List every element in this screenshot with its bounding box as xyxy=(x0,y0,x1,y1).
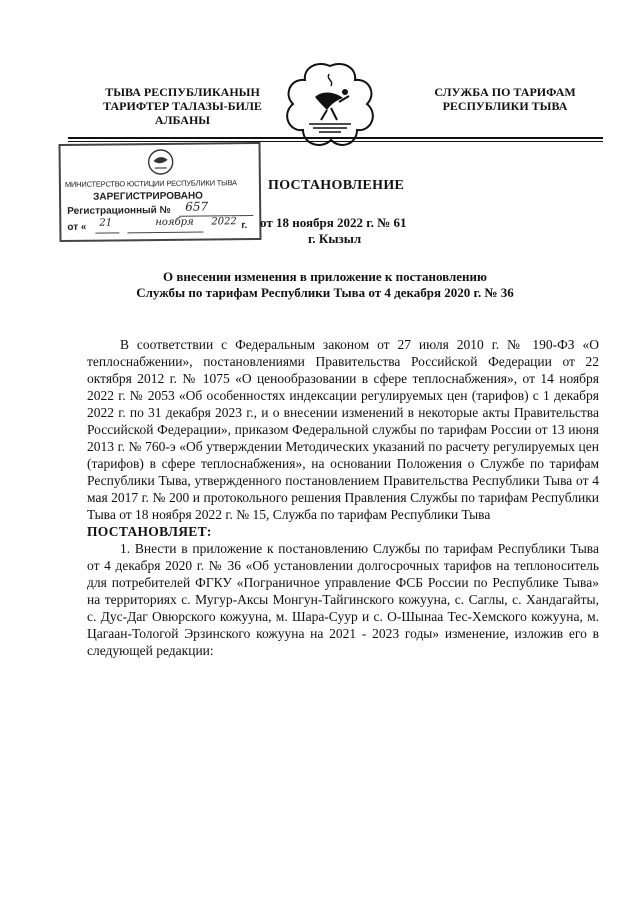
stamp-date-prefix: от « xyxy=(67,221,87,233)
header-divider-thin xyxy=(68,141,603,142)
header-left-line: ТЫВА РЕСПУБЛИКАНЫН xyxy=(105,85,260,99)
header-right-line: РЕСПУБЛИКИ ТЫВА xyxy=(442,99,568,113)
stamp-date-month: ноября xyxy=(155,216,194,229)
header-left-line: ТАРИФТЕР ТАЛАЗЫ-БИЛЕ xyxy=(103,99,262,113)
stamp-date-suffix: г. xyxy=(241,220,248,232)
stamp-ministry-label: МИНИСТЕРСТВО ЮСТИЦИИ РЕСПУБЛИКИ ТЫВА xyxy=(64,178,237,189)
stamp-regnum-label: Регистрационный № xyxy=(67,204,171,217)
clause-paragraph: 1. Внести в приложение к постановлению Службы по тарифам Республики Тыва от 4 декабря 2020 г. № 36 «Об установлении долгосрочных тарифов на теплоноситель для потребителей ФГКУ «Пограничное управление ФСБ России по Республике Тыва» на территориях с. Мугур-Аксы Монгун-Тайгинского кожууна, с. Саглы, с. Хандагайты, с. Дус-Даг Овюрского кожууна, м. Шара-Суур и с. О-Шынаа Тес-Хемского кожууна, м. Цагаан-Тологой Эрзинского кожууна на 2021 - 2023 годы» изменение, изложив его в следующей редакции: xyxy=(87,541,599,658)
document-date-number: от 18 ноября 2022 г. № 61 xyxy=(260,215,407,230)
registration-stamp xyxy=(58,142,261,242)
stamp-underline xyxy=(95,232,119,233)
stamp-date-year: 2022 xyxy=(211,216,237,228)
document-body xyxy=(87,336,599,659)
document-type: ПОСТАНОВЛЕНИЕ xyxy=(268,178,405,193)
preamble-paragraph: В соответствии с Федеральным законом от 27 июля 2010 г. № 190-ФЗ «О теплоснабжении», постановлениями Правительства Российской Федерации от 22 октября 2012 г. № 1075 «О ценообразовании в сфере теплоснабжения», от 14 ноября 2022 г. № 2053 «Об особенностях индексации регулируемых цен (тарифов) с 1 декабря 2022 г. по 31 декабря 2023 г., и о внесении изменений в некоторые акты Правительства Российской Федерации», приказом Федеральной службы по тарифам России от 13 июня 2013 г. № 760-э «Об утверждении Методических указаний по расчету регулируемых цен (тарифов) в сфере теплоснабжения», на основании Положения о Службе по тарифам Республики Тыва, утвержденного постановлением Правительства Республики Тыва от 4 мая 2017 г. № 200 и протокольного решения Правления Службы по тарифам Республики Тыва от 18 ноября 2022 г. № 15, Служба по тарифам Республики Тыва xyxy=(87,337,599,522)
tuva-coat-of-arms-icon xyxy=(285,62,375,147)
title-line: О внесении изменения в приложение к постановлению xyxy=(163,269,487,284)
stamp-regnum-value: 657 xyxy=(185,199,209,214)
stamp-underline xyxy=(127,232,203,234)
seal-emblem-icon xyxy=(144,147,178,177)
header-tuvan-name xyxy=(75,85,290,127)
header-russian-name xyxy=(405,85,605,113)
document-title xyxy=(60,269,590,301)
header-right-line: СЛУЖБА ПО ТАРИФАМ xyxy=(434,85,576,99)
header-left-line: АЛБАНЫ xyxy=(154,113,211,127)
title-line: Службы по тарифам Республики Тыва от 4 декабря 2020 г. № 36 xyxy=(136,285,514,300)
resolves-heading: ПОСТАНОВЛЯЕТ: xyxy=(87,524,212,539)
stamp-date-day: 21 xyxy=(99,217,113,229)
stamp-registered-label: ЗАРЕГИСТРИРОВАНО xyxy=(92,190,203,203)
header-divider xyxy=(68,137,603,139)
document-city: г. Кызыл xyxy=(308,231,362,246)
